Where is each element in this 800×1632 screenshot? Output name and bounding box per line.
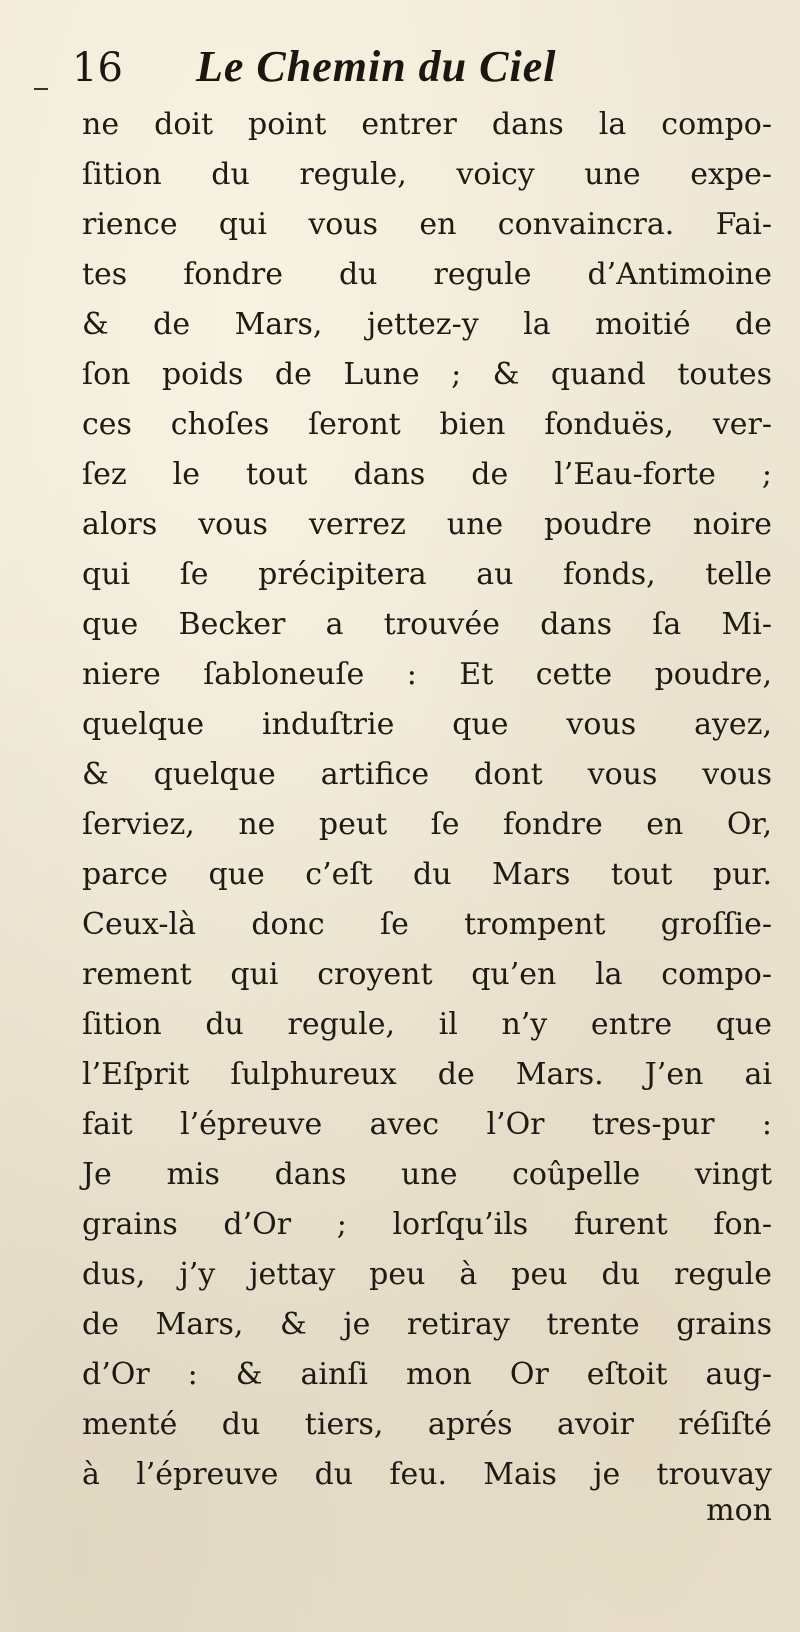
text-line: & quelque artifice dont vous vous bbox=[82, 757, 772, 792]
text-line: ne doit point entrer dans la compo- bbox=[82, 107, 772, 142]
text-line: ſerviez, ne peut ſe fondre en Or, bbox=[82, 807, 772, 842]
text-line: tes fondre du regule d’Antimoine bbox=[82, 257, 772, 292]
margin-mark bbox=[34, 88, 48, 90]
text-line: & de Mars, jettez-y la moitié de bbox=[82, 307, 772, 342]
text-line: ſez le tout dans de l’Eau-forte ; bbox=[82, 457, 772, 492]
page-number: 16 bbox=[72, 45, 123, 91]
page-header bbox=[72, 38, 632, 98]
text-line: qui ſe précipitera au fonds, telle bbox=[82, 557, 772, 592]
text-line: fait l’épreuve avec l’Or tres-pur : bbox=[82, 1107, 772, 1142]
catchword: mon bbox=[706, 1493, 772, 1528]
text-line: rement qui croyent qu’en la compo- bbox=[82, 957, 772, 992]
text-line: ces choſes ſeront bien fonduës, ver- bbox=[82, 407, 772, 442]
text-line: ſon poids de Lune ; & quand toutes bbox=[82, 357, 772, 392]
text-line: grains d’Or ; lorſqu’ils furent fon- bbox=[82, 1207, 772, 1242]
text-line: parce que c’eſt du Mars tout pur. bbox=[82, 857, 772, 892]
text-line: ſition du regule, il n’y entre que bbox=[82, 1007, 772, 1042]
text-line: dus, j’y jettay peu à peu du regule bbox=[82, 1257, 772, 1292]
text-line: ſition du regule, voicy une expe- bbox=[82, 157, 772, 192]
text-line: d’Or : & ainſi mon Or eſtoit aug- bbox=[82, 1357, 772, 1392]
text-line: alors vous verrez une poudre noire bbox=[82, 507, 772, 542]
text-line: quelque induſtrie que vous ayez, bbox=[82, 707, 772, 742]
text-line: à l’épreuve du feu. Mais je trouvay bbox=[82, 1457, 772, 1492]
body-text bbox=[82, 100, 772, 1500]
text-line: menté du tiers, aprés avoir réſiſté bbox=[82, 1407, 772, 1442]
text-line: de Mars, & je retiray trente grains bbox=[82, 1307, 772, 1342]
text-line: niere ſabloneuſe : Et cette poudre, bbox=[82, 657, 772, 692]
running-title: Le Chemin du Ciel bbox=[196, 42, 557, 91]
text-line: rience qui vous en convaincra. Fai- bbox=[82, 207, 772, 242]
text-line: que Becker a trouvée dans ſa Mi- bbox=[82, 607, 772, 642]
text-line: Je mis dans une coûpelle vingt bbox=[82, 1157, 772, 1192]
text-line: Ceux-là donc ſe trompent groſſie- bbox=[82, 907, 772, 942]
text-line: l’Eſprit ſulphureux de Mars. J’en ai bbox=[82, 1057, 772, 1092]
